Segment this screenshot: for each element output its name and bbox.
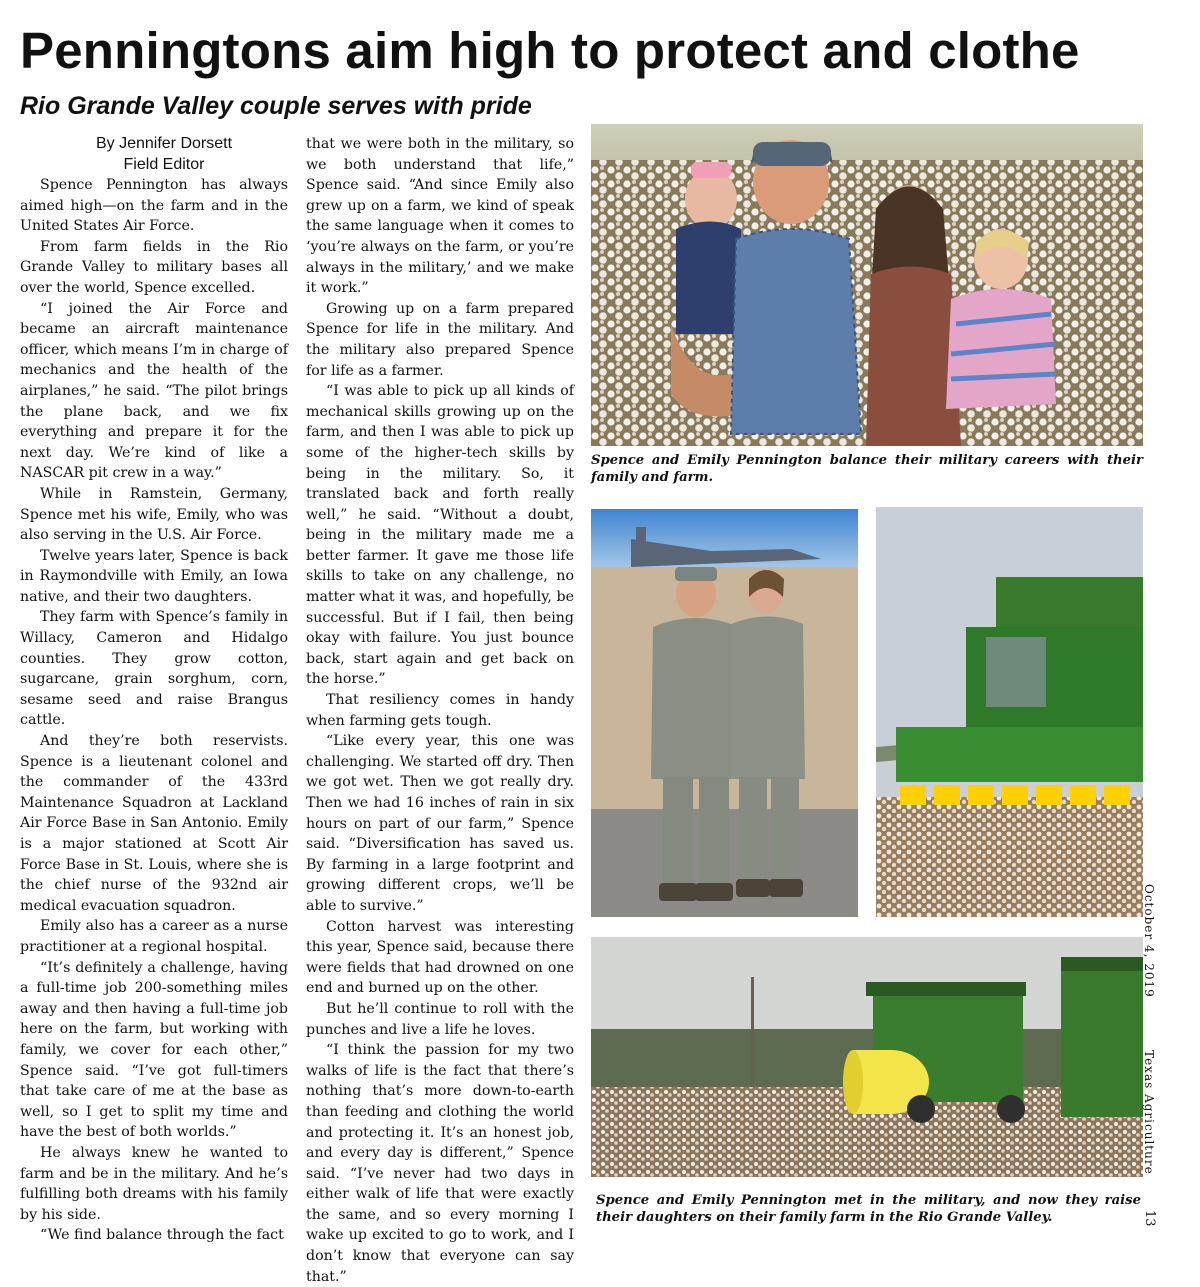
headline: Penningtons aim high to protect and clothe	[20, 22, 1080, 79]
paragraph: From farm fields in the Rio Grande Valley to military bases all over the world, Spence excelled.	[20, 238, 288, 296]
subheadline: Rio Grande Valley couple serves with pride	[20, 92, 532, 120]
paragraph: “It’s definitely a challenge, having a full-time job 200-something miles away and then having a full-time job here on the farm, but working with family, we cover for each other,” Spence said. “I’ve got full-timers that take care of me at the base as well, so I get to split my time and have the best of both worlds.”	[20, 959, 288, 1141]
paragraph: They farm with Spence’s family in Willacy, Cameron and Hidalgo counties. They grow cotton, sugarcane, grain sorghum, corn, sesame seed and raise Brangus cattle.	[20, 609, 288, 729]
paragraph: But he’ll continue to roll with the punches and live a life he loves.	[306, 1000, 574, 1038]
uniform-photo	[591, 509, 858, 917]
paragraph-continuation: that we were both in the military, so we both understand that life,” Spence said. “And since Emily also grew up on a farm, we kind of speak the same language when it comes to ‘you’re always on the farm, or you’re always in the military,’ and we make it work.”	[306, 136, 574, 297]
article-column-2	[306, 134, 574, 1287]
publication-name: Texas Agriculture	[1142, 1050, 1156, 1175]
paragraph: “I joined the Air Force and became an aircraft maintenance officer, which means I’m in charge of mechanics and the health of the airplanes,” he said. “The pilot brings the plane back, and we fix everything and prepare it for the next day. We’re kind of like a NASCAR pit crew in a way.”	[20, 300, 288, 482]
bottom-photos-caption: Spence and Emily Pennington met in the military, and now they raise their daughters on their family farm in the Rio Grande Valley.	[596, 1193, 1141, 1225]
paragraph: “I think the passion for my two walks of life is the fact that there’s nothing that’s more down-to-earth than feeding and clothing the world and protecting it. It’s an honest job, and every day is different,” Spence said. “I’ve never had two days in either walk of life that were exactly the same, and so every morning I wake up excited to go to work, and I don’t know that everyone can say that.”	[306, 1042, 574, 1285]
paragraph: Twelve years later, Spence is back in Raymondville with Emily, an Iowa native, and their two daughters.	[20, 547, 288, 605]
issue-date: October 4, 2019	[1142, 884, 1156, 998]
paragraph: He always knew he wanted to farm and be in the military. And he’s fulfilling both dreams with his family by his side.	[20, 1144, 288, 1223]
paragraph: While in Ramstein, Germany, Spence met his wife, Emily, who was also serving in the U.S. Air Force.	[20, 485, 288, 544]
paragraph: “Like every year, this one was challenging. We started off dry. Then we got wet. Then we got really dry. Then we had 16 inches of rain in six hours on part of our farm,” Spence said. “Diversification has saved us. By farming in a large footprint and growing different crops, we’ll be able to survive.”	[306, 733, 574, 914]
paragraph: “I was able to pick up all kinds of mechanical skills growing up on the farm, and then I was able to pick up some of the higher-tech skills by being in the military. So, it translated back and forth really well,” he said. “Without a doubt, being in the military made me a better farmer. It gave me those life skills to take on any challenge, no matter what it was, and hopefully, be successful. But if I fail, then being okay with failure. You just bounce back, start again and get back on the horse.”	[306, 383, 574, 688]
paragraph: Spence Pennington has always aimed high—on the farm and in the United States Air Force.	[20, 177, 288, 235]
paragraph: Emily also has a career as a nurse practitioner at a regional hospital.	[20, 918, 288, 955]
family-photo-caption: Spence and Emily Pennington balance their military careers with their family and farm.	[591, 453, 1143, 485]
page-number: 13	[1142, 1210, 1157, 1227]
paragraph: Cotton harvest was interesting this year, Spence said, because there were fields that had drowned on one end and burned up on the other.	[306, 918, 574, 997]
article-column-1	[20, 134, 288, 1246]
paragraph: “We find balance through the fact	[40, 1227, 284, 1244]
byline-author: By Jennifer Dorsett	[95, 135, 233, 152]
paragraph: That resiliency comes in handy when farming gets tough.	[306, 692, 574, 729]
paragraph: And they’re both reservists. Spence is a lieutenant colonel and the commander of the 433rd Maintenance Squadron at Lackland Air Force Base in San Antonio. Emily is a major stationed at Scott Air Force Base in St. Louis, where she is the chief nurse of the 932nd air medical evacuation squadron.	[20, 733, 288, 914]
family-photo	[591, 124, 1143, 446]
harvest-photo	[591, 937, 1143, 1177]
paragraph: Growing up on a farm prepared Spence for life in the military. And the military also prepared Spence for life as a farmer.	[306, 300, 574, 379]
cotton-picker-photo	[876, 507, 1143, 917]
byline-title: Field Editor	[123, 155, 205, 173]
